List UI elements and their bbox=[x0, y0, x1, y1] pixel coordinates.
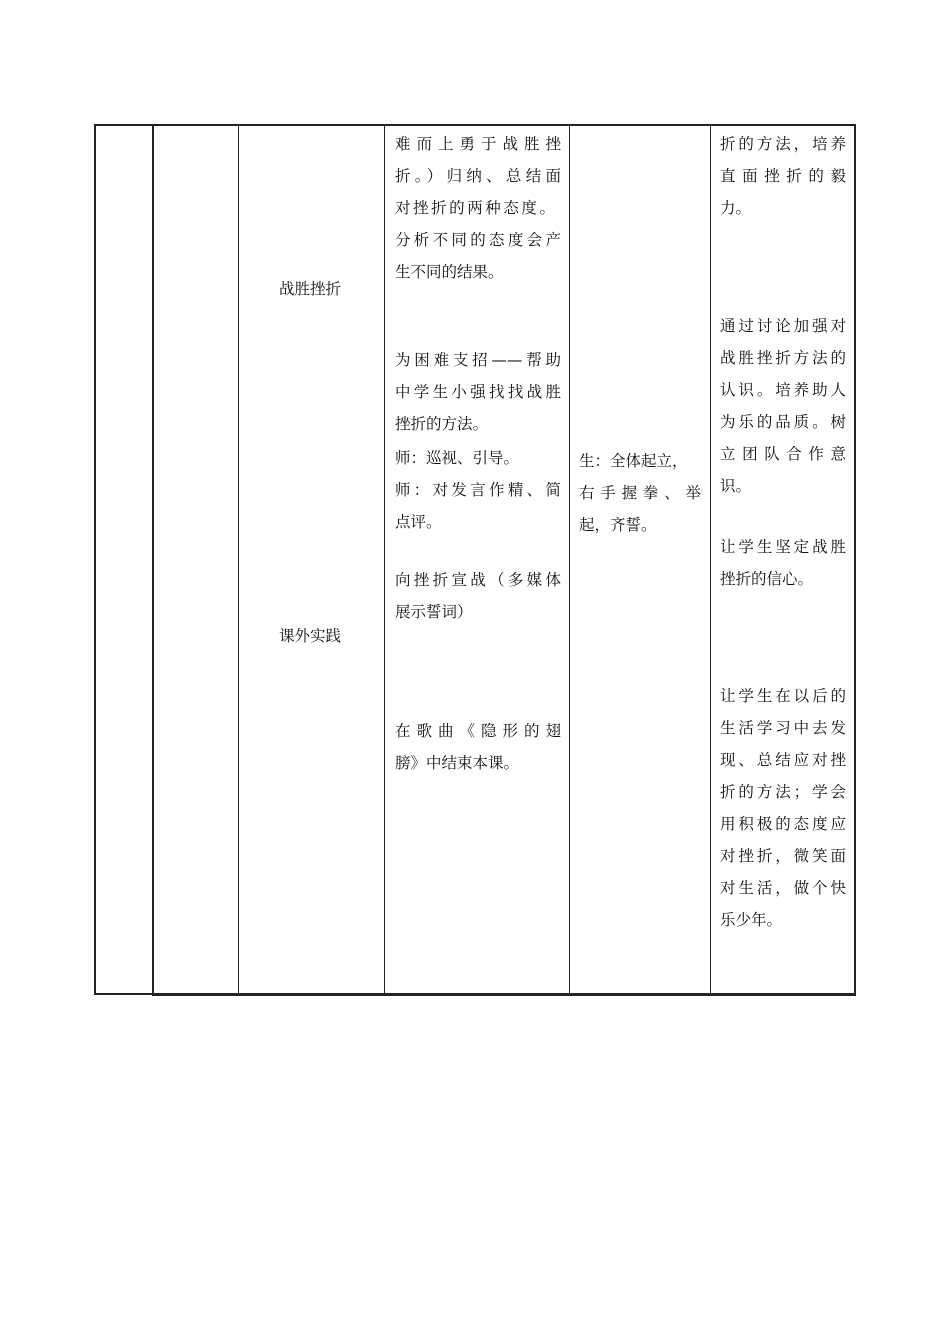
intent-line: 折的方法；学会 bbox=[720, 783, 846, 801]
intent-line: 挫折的信心。 bbox=[720, 570, 814, 588]
teacher-activity-line: 展示誓词） bbox=[395, 603, 473, 621]
student-activity-line: 起，齐誓。 bbox=[579, 516, 657, 534]
intent-line: 乐少年。 bbox=[720, 911, 783, 929]
section-label-extracurricular-practice: 课外实践 bbox=[279, 627, 342, 645]
teacher-activity-line: 在歌曲《隐形的翅 bbox=[395, 722, 561, 740]
intent-line: 直面挫折的毅 bbox=[720, 167, 846, 185]
intent-line: 让学生在以后的 bbox=[720, 687, 846, 705]
intent-line: 力。 bbox=[720, 199, 752, 217]
table-top-border bbox=[94, 124, 856, 126]
teacher-activity-line: 师：对发言作精、简 bbox=[395, 481, 561, 499]
column-divider-1 bbox=[152, 124, 154, 996]
teacher-activity-line: 折。）归纳、总结面 bbox=[395, 167, 561, 185]
table-right-border bbox=[854, 124, 856, 996]
teacher-activity-line: 中学生小强找找战胜 bbox=[395, 383, 561, 401]
column-divider-2 bbox=[238, 124, 239, 996]
teacher-activity-line: 向挫折宣战（多媒体 bbox=[395, 571, 561, 589]
intent-line: 为乐的品质。树 bbox=[720, 413, 846, 431]
intent-line: 生活学习中去发 bbox=[720, 719, 846, 737]
teacher-activity-line: 为困难支招——帮助 bbox=[395, 351, 561, 369]
column-divider-4 bbox=[569, 124, 570, 996]
teacher-activity-line: 膀》中结束本课。 bbox=[395, 754, 520, 772]
intent-line: 识。 bbox=[720, 477, 752, 495]
student-activity-line: 生：全体起立， bbox=[579, 452, 688, 470]
intent-line: 对生活，做个快 bbox=[720, 879, 846, 897]
intent-line: 立团队合作意 bbox=[720, 445, 846, 463]
section-label-overcome-setbacks: 战胜挫折 bbox=[279, 280, 342, 298]
table-bottom-border-inner bbox=[152, 995, 856, 996]
table-left-border bbox=[94, 124, 96, 995]
teacher-activity-line: 分析不同的态度会产 bbox=[395, 231, 561, 249]
intent-line: 对挫折，微笑面 bbox=[720, 847, 846, 865]
teacher-activity-line: 点评。 bbox=[395, 513, 442, 531]
column-divider-3 bbox=[384, 124, 385, 996]
teacher-activity-line: 难而上勇于战胜挫 bbox=[395, 135, 561, 153]
teacher-activity-line: 对挫折的两种态度。 bbox=[395, 199, 555, 217]
intent-line: 现、总结应对挫 bbox=[720, 751, 846, 769]
intent-line: 通过讨论加强对 bbox=[720, 317, 846, 335]
intent-line: 折的方法，培养 bbox=[720, 135, 846, 153]
student-activity-line: 右手握拳、举 bbox=[579, 484, 701, 502]
teacher-activity-line: 师：巡视、引导。 bbox=[395, 449, 520, 467]
intent-line: 用积极的态度应 bbox=[720, 815, 846, 833]
intent-line: 认识。培养助人 bbox=[720, 381, 846, 399]
teacher-activity-line: 挫折的方法。 bbox=[395, 415, 489, 433]
teacher-activity-line: 生不同的结果。 bbox=[395, 263, 504, 281]
intent-line: 战胜挫折方法的 bbox=[720, 349, 846, 367]
intent-line: 让学生坚定战胜 bbox=[720, 538, 846, 556]
column-divider-5 bbox=[710, 124, 711, 996]
